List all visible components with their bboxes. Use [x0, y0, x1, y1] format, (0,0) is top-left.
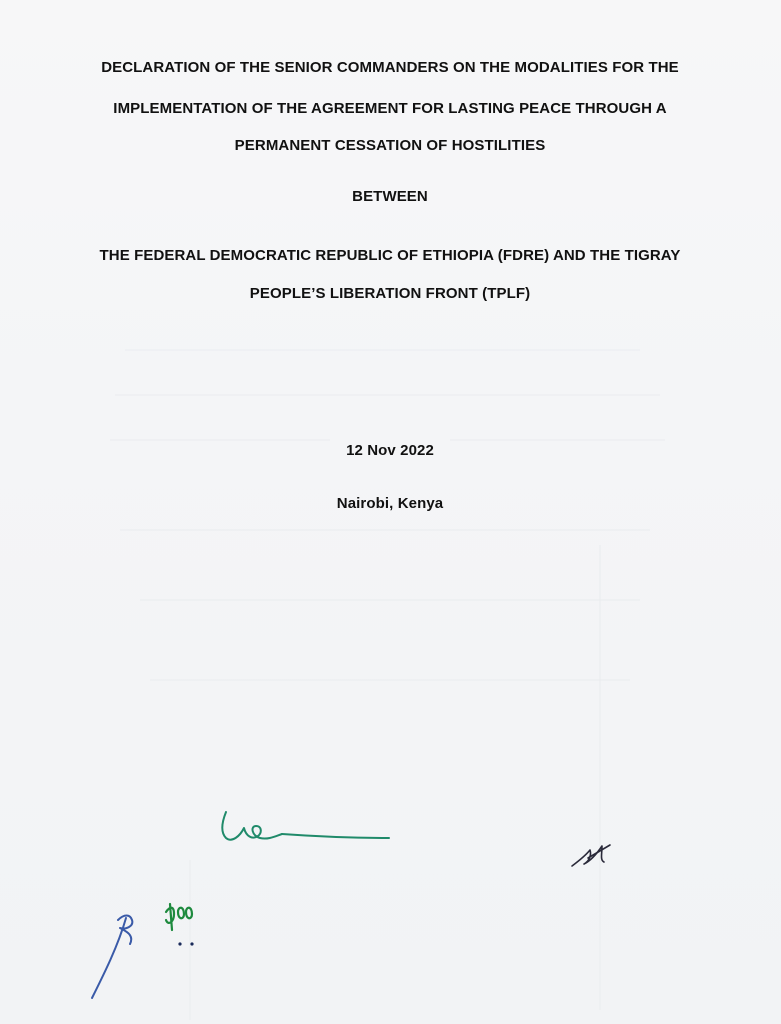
between-label: BETWEEN	[352, 188, 428, 205]
handwritten-signature-green	[222, 812, 389, 840]
handwritten-signature-dark	[572, 845, 610, 866]
document-date: 12 Nov 2022	[346, 442, 434, 459]
parties-line-2: PEOPLE’S LIBERATION FRONT (TPLF)	[249, 285, 531, 302]
parties-line-1: THE FEDERAL DEMOCRATIC REPUBLIC OF ETHIOPIA (FDRE) AND THE TIGRAY	[99, 247, 681, 264]
handwritten-initials-green	[166, 904, 192, 930]
title-line-2: IMPLEMENTATION OF THE AGREEMENT FOR LASTING PEACE THROUGH A	[113, 100, 667, 117]
title-line-1: DECLARATION OF THE SENIOR COMMANDERS ON THE MODALITIES FOR THE	[101, 59, 679, 76]
handwritten-signature-blue	[92, 916, 132, 999]
signature-dots	[178, 942, 193, 945]
title-line-3: PERMANENT CESSATION OF HOSTILITIES	[234, 137, 546, 154]
document-place: Nairobi, Kenya	[336, 495, 444, 512]
